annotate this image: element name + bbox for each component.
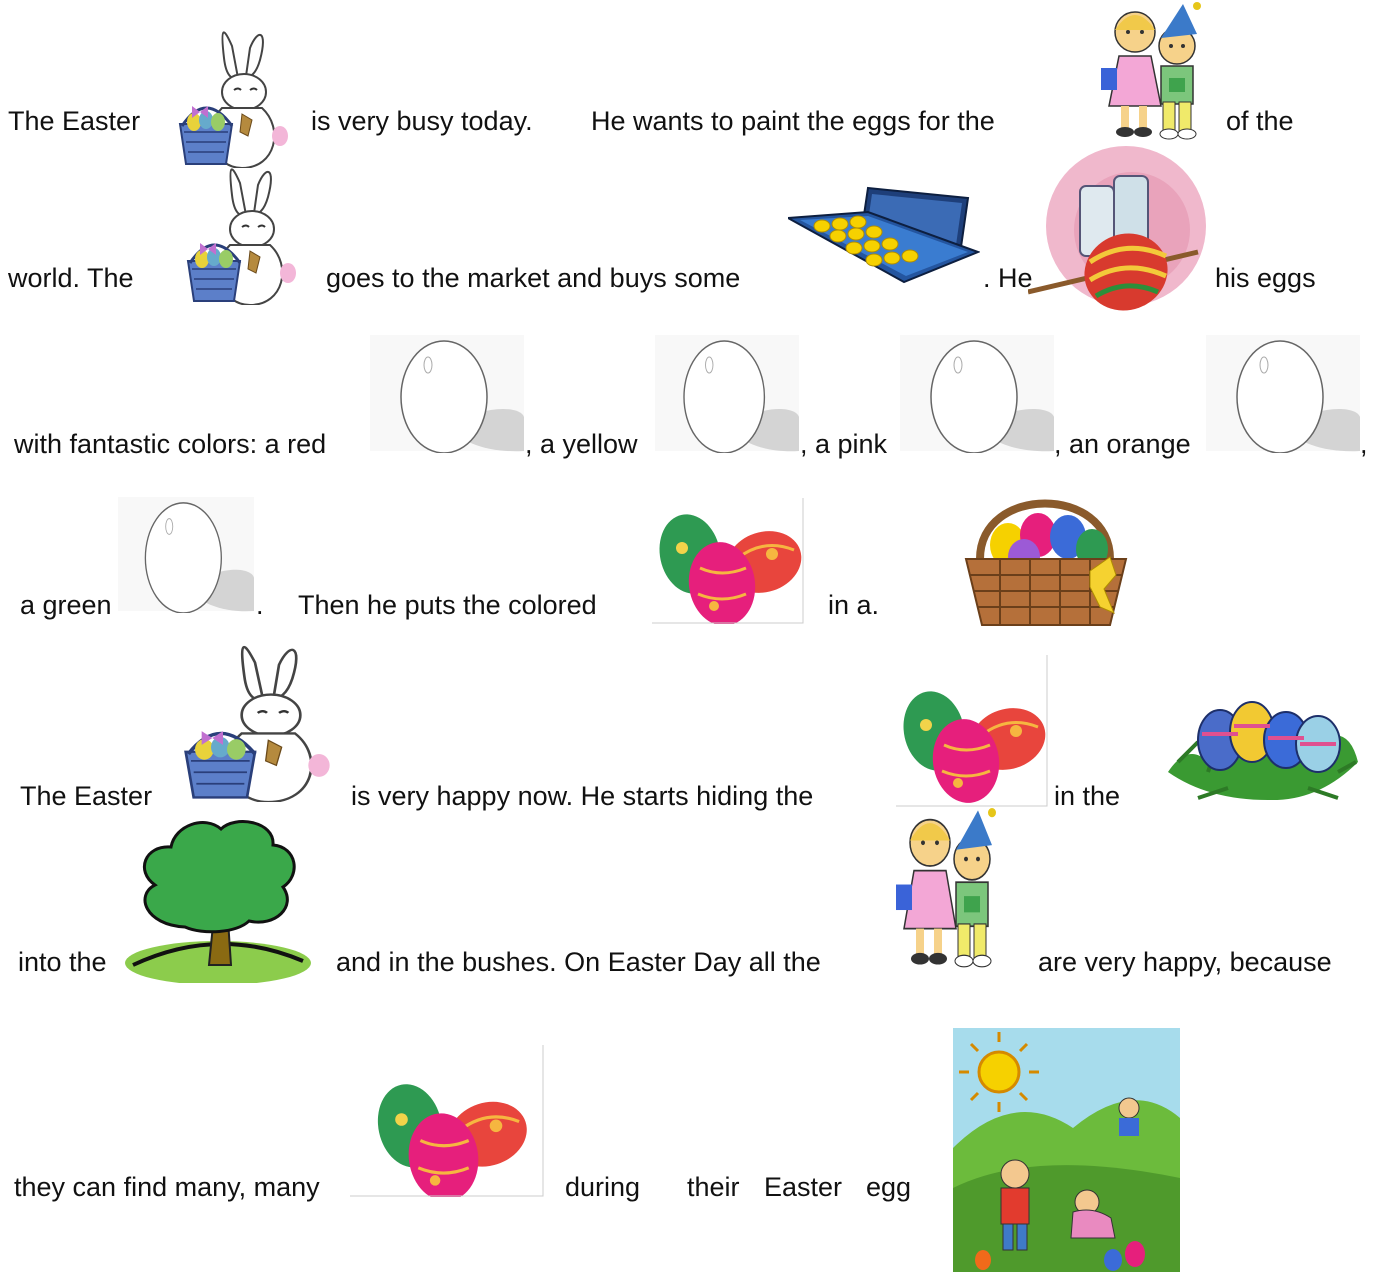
blank-egg-yellow [655,335,799,453]
line5-text1: The Easter [20,781,153,811]
line1-text4: of the [1226,106,1294,136]
children-picture [1095,2,1207,140]
line6-text1: into the [18,947,107,977]
line3-text5: , [1360,429,1368,459]
easter-bunny-picture [180,165,300,305]
line2-text2: goes to the market and buys some [326,263,741,293]
egg-hunt-scene-picture [953,1028,1180,1272]
line2-text3: . He [983,263,1033,293]
line7-text2: during [565,1172,641,1202]
line6-text2: and in the bushes. On Easter Day all the [336,947,821,977]
blank-egg-red [370,335,524,453]
line7-text1: they can find many, many [14,1172,320,1202]
line5-text2: is very happy now. He starts hiding the [351,781,814,811]
line7-text5: egg [866,1172,912,1202]
line4-text3: Then he puts the colored [298,590,597,620]
children-picture [890,808,1002,968]
colored-eggs-picture [350,1045,544,1197]
easter-bunny-picture [175,642,335,802]
blank-egg-orange [1206,335,1360,453]
colored-eggs-picture [896,655,1048,807]
blank-egg-green [118,497,254,613]
tree-picture [125,815,311,983]
line2-text1: world. The [8,263,134,293]
line1-text2: is very busy today. [311,106,533,136]
line4-text2: . [256,590,264,620]
line3-text2: , a yellow [525,429,638,459]
line7-text4: Easter [764,1172,843,1202]
line4-text1: a green [20,590,112,620]
line6-text3: are very happy, because [1038,947,1332,977]
line3-text3: , a pink [800,429,888,459]
line1-text1: The Easter [8,106,141,136]
easter-bunny-picture [172,28,292,168]
egg-basket-picture [960,475,1132,635]
egg-carton-picture [788,168,980,288]
eggs-in-nest-picture [1168,692,1358,800]
line1-text3: He wants to paint the eggs for the [591,106,995,136]
line2-text4: his eggs [1215,263,1316,293]
line3-text4: , an orange [1054,429,1191,459]
blank-egg-pink [900,335,1054,453]
colored-eggs-picture [652,498,804,624]
line4-text4: in a. [828,590,880,620]
paint-and-egg-picture [1028,146,1208,321]
line3-text1: with fantastic colors: a red [14,429,327,459]
line5-text3: in the [1054,781,1121,811]
line7-text3: their [687,1172,740,1202]
